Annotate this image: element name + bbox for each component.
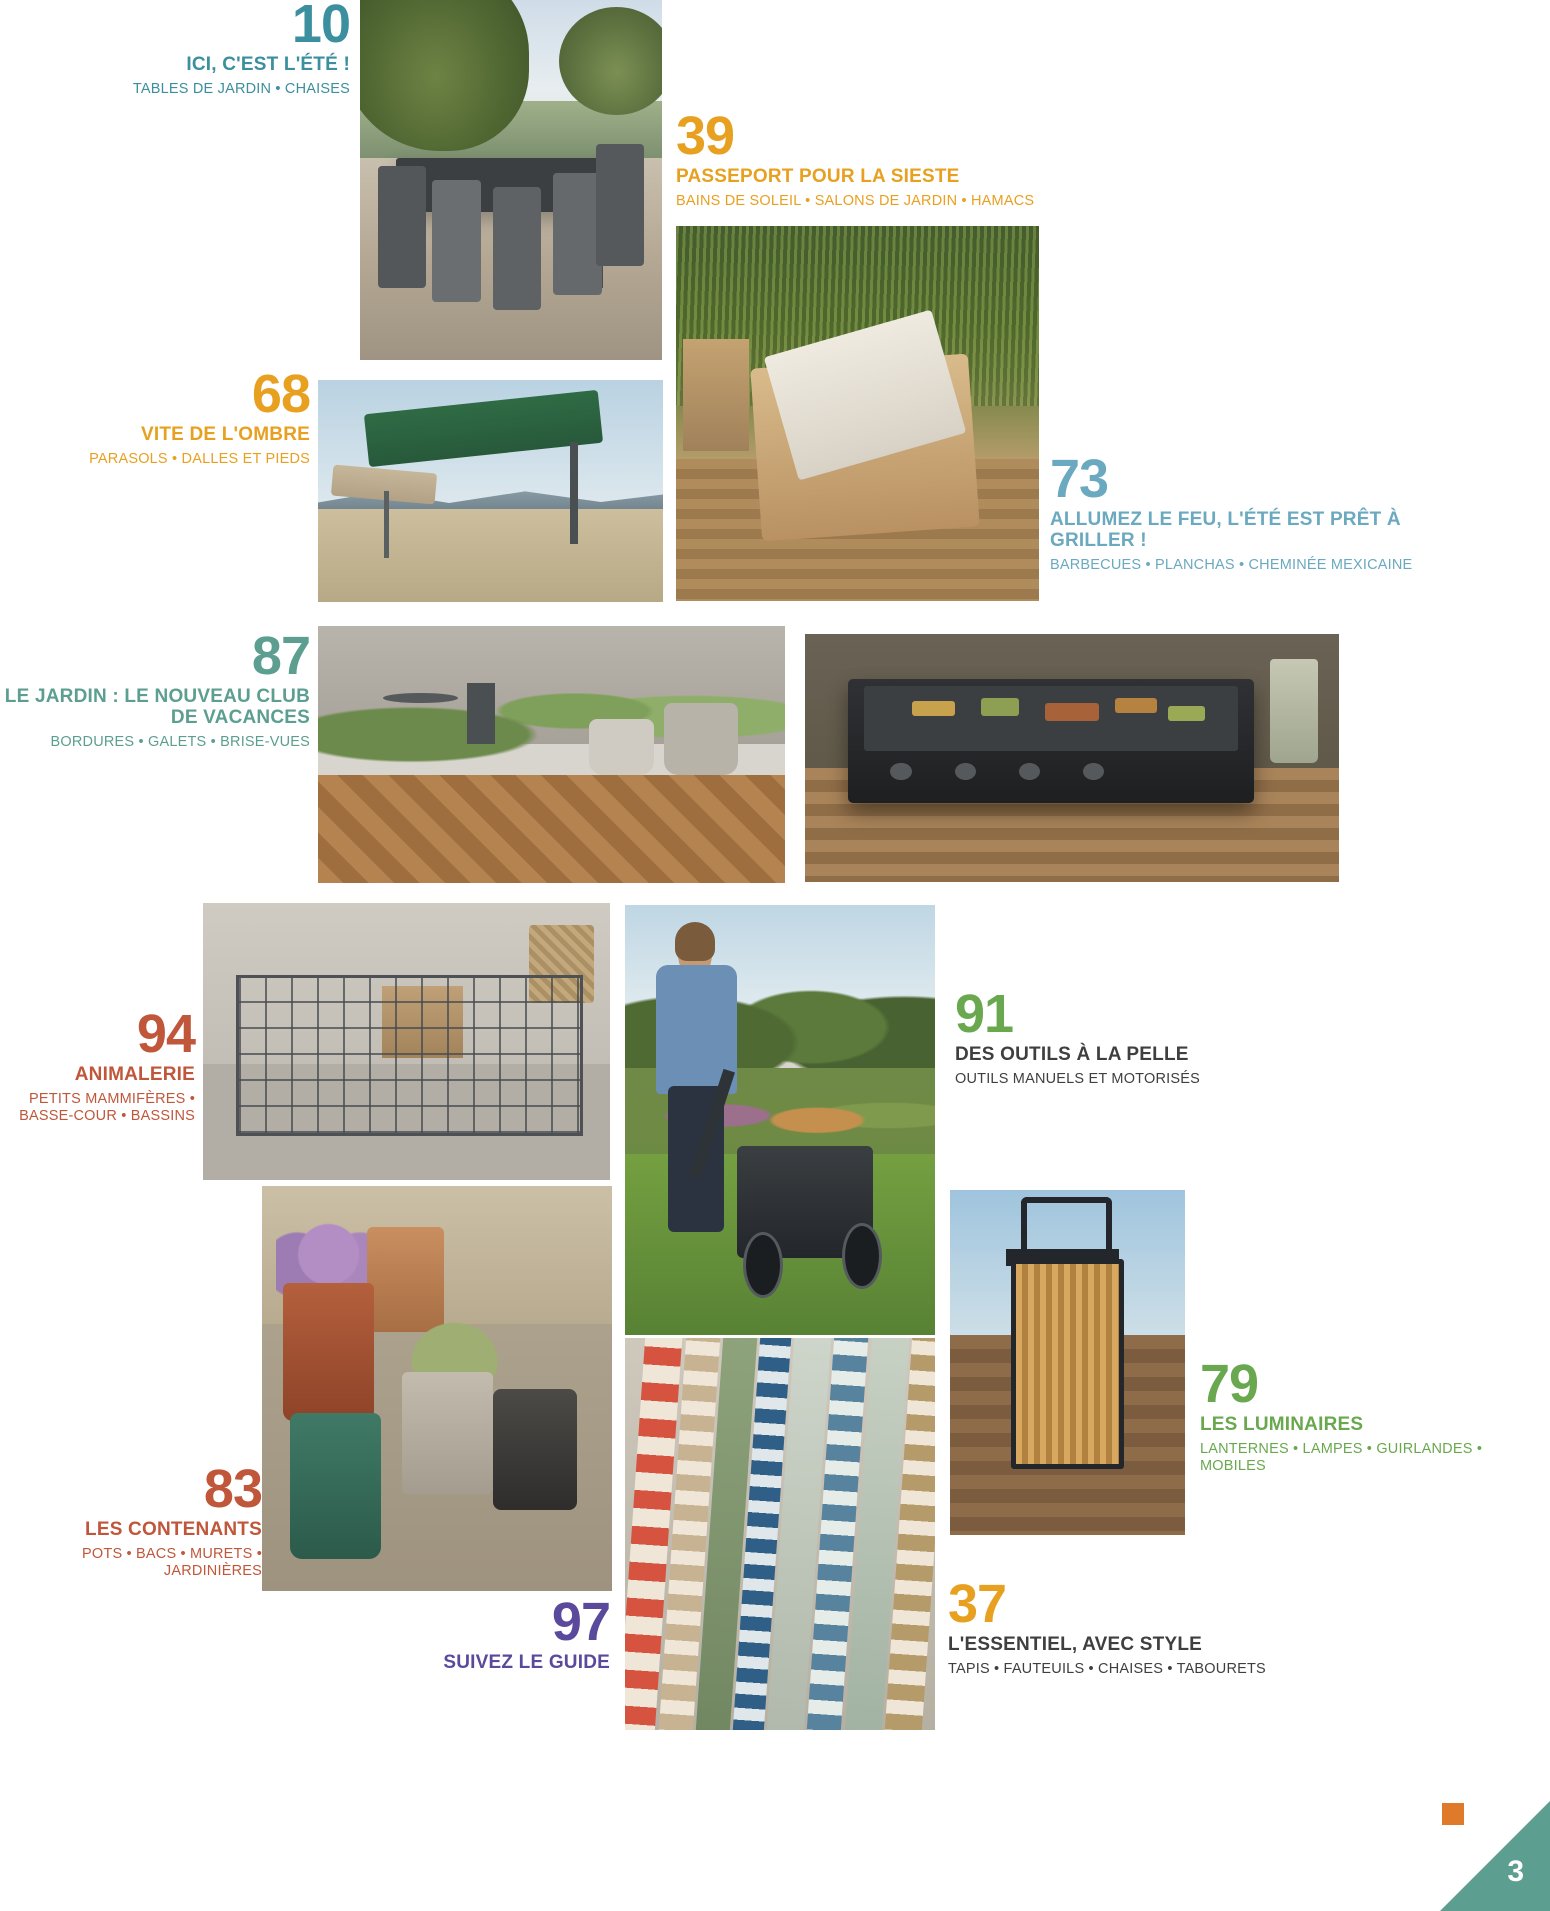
entry-title: LE JARDIN : LE NOUVEAU CLUB DE VACANCES <box>4 685 310 728</box>
entry-number: 83 <box>203 1459 262 1519</box>
page-corner <box>1430 1791 1550 1911</box>
entry-subtitle: OUTILS MANUELS ET MOTORISÉS <box>955 1070 1200 1087</box>
entry-title: ICI, C'EST L'ÉTÉ ! <box>186 53 350 75</box>
entry-subtitle: PARASOLS • DALLES ET PIEDS <box>89 450 310 467</box>
summary-entry-79[interactable] <box>1200 1354 1500 1475</box>
entry-number: 91 <box>955 984 1014 1044</box>
page-number: 3 <box>1507 1855 1524 1888</box>
entry-subtitle: BAINS DE SOLEIL • SALONS DE JARDIN • HAMACS <box>676 192 1035 209</box>
summary-entry-94[interactable] <box>0 1004 195 1125</box>
photo-parasol <box>318 380 663 602</box>
entry-title: L'ESSENTIEL, AVEC STYLE <box>948 1633 1203 1655</box>
entry-number: 97 <box>551 1592 610 1652</box>
entry-subtitle: BARBECUES • PLANCHAS • CHEMINÉE MEXICAINE <box>1050 557 1413 574</box>
entry-title: ALLUMEZ LE FEU, L'ÉTÉ EST PRÊT À GRILLER ! <box>1050 508 1401 551</box>
entry-subtitle: PETITS MAMMIFÈRES • BASSE-COUR • BASSINS <box>19 1090 195 1125</box>
entry-title: DES OUTILS À LA PELLE <box>955 1043 1189 1065</box>
entry-number: 87 <box>251 626 310 686</box>
entry-number: 10 <box>291 0 350 54</box>
entry-number: 73 <box>1050 449 1109 509</box>
entry-subtitle: BORDURES • GALETS • BRISE-VUES <box>50 734 310 751</box>
entry-title: LES CONTENANTS <box>85 1518 262 1540</box>
photo-tapis <box>625 1338 935 1730</box>
entry-number: 39 <box>676 106 735 166</box>
photo-plancha <box>805 634 1339 882</box>
summary-entry-87[interactable] <box>0 626 310 751</box>
photo-lanterne <box>950 1190 1185 1535</box>
summary-entry-37[interactable] <box>948 1574 1308 1678</box>
summary-entry-10[interactable] <box>60 0 350 98</box>
entry-number: 68 <box>251 364 310 424</box>
entry-number: 37 <box>948 1574 1007 1634</box>
entry-title: PASSEPORT POUR LA SIESTE <box>676 165 960 187</box>
photo-bain-de-soleil <box>676 226 1039 601</box>
entry-number: 94 <box>136 1004 195 1064</box>
entry-number: 79 <box>1200 1354 1259 1414</box>
summary-entry-91[interactable] <box>955 984 1335 1088</box>
summary-entry-97[interactable] <box>300 1592 610 1673</box>
entry-subtitle: TABLES DE JARDIN • CHAISES <box>132 80 350 97</box>
entry-title: ANIMALERIE <box>74 1063 195 1085</box>
photo-jardin-terrasse <box>318 626 785 883</box>
entry-subtitle: LANTERNES • LAMPES • GUIRLANDES • MOBILES <box>1200 1440 1483 1475</box>
summary-entry-68[interactable] <box>40 364 310 468</box>
entry-title: LES LUMINAIRES <box>1200 1413 1364 1435</box>
entry-subtitle: POTS • BACS • MURETS • JARDINIÈRES <box>82 1545 262 1580</box>
photo-tondeuse <box>625 905 935 1335</box>
corner-fold <box>1440 1801 1550 1911</box>
photo-tables-de-jardin <box>360 0 662 360</box>
summary-entry-73[interactable] <box>1050 449 1450 574</box>
entry-title: SUIVEZ LE GUIDE <box>443 1651 610 1673</box>
entry-title: VITE DE L'OMBRE <box>140 423 310 445</box>
photo-enclos-animalerie <box>203 903 610 1180</box>
summary-entry-83[interactable] <box>0 1459 262 1580</box>
photo-pots-contenants <box>262 1186 612 1591</box>
summary-entry-39[interactable] <box>676 106 1106 210</box>
entry-subtitle: TAPIS • FAUTEUILS • CHAISES • TABOURETS <box>948 1660 1266 1677</box>
